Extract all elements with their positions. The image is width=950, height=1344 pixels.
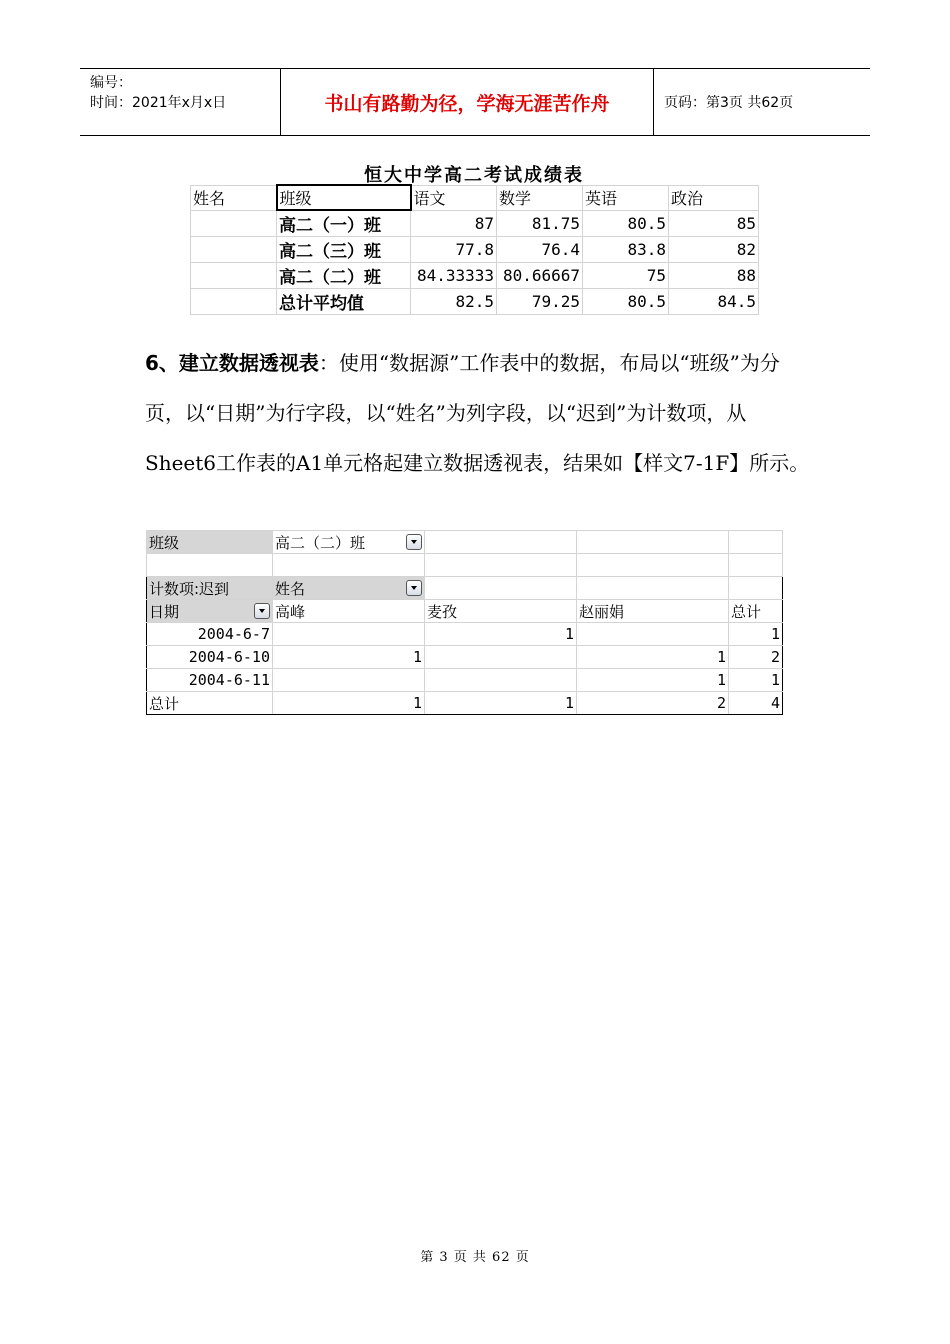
pivot-table-image [146, 530, 782, 716]
table-cell[interactable]: 82 [669, 237, 759, 263]
empty-cell [273, 554, 425, 577]
table-row [191, 210, 759, 237]
table-cell[interactable]: 总计平均值 [277, 289, 411, 315]
empty-cell [425, 577, 577, 600]
table-cell[interactable]: 1 [425, 623, 577, 646]
row-date[interactable]: 2004-6-7 [147, 623, 273, 646]
pivot-total-row [147, 692, 783, 715]
page-field-label: 班级 [147, 531, 273, 554]
page-field-value: 高二（二）班 [275, 533, 366, 552]
table-cell[interactable]: 82.5 [411, 289, 497, 315]
table-cell[interactable] [273, 669, 425, 692]
total-cell[interactable]: 2 [577, 692, 729, 715]
empty-cell [577, 531, 729, 554]
table-cell[interactable]: 84.33333 [411, 263, 497, 289]
score-table-image [190, 157, 758, 314]
table-cell[interactable]: 77.8 [411, 237, 497, 263]
header-cell[interactable]: 姓名 [191, 185, 277, 210]
count-field-label: 计数项:迟到 [147, 577, 273, 600]
table-cell[interactable]: 80.5 [583, 289, 669, 315]
row-field-cell[interactable] [147, 600, 273, 623]
column-field-cell[interactable] [273, 577, 425, 600]
table-row [147, 669, 783, 692]
table-cell[interactable]: 高二（二）班 [277, 263, 411, 289]
table-cell[interactable]: 1 [577, 646, 729, 669]
table-cell[interactable] [191, 263, 277, 289]
table-cell[interactable]: 87 [411, 210, 497, 237]
row-field-label: 日期 [149, 602, 180, 621]
header-cell[interactable]: 英语 [583, 185, 669, 210]
empty-cell [147, 554, 273, 577]
score-table-title: 恒大中学高二考试成绩表 [364, 165, 584, 186]
empty-cell [729, 577, 783, 600]
dropdown-arrow-icon[interactable] [254, 603, 270, 619]
table-cell[interactable] [191, 237, 277, 263]
table-cell[interactable]: 85 [669, 210, 759, 237]
pivot-column-header-row [147, 600, 783, 623]
table-cell[interactable] [577, 623, 729, 646]
header-cell-selected[interactable]: 班级 [277, 185, 411, 210]
total-label[interactable]: 总计 [147, 692, 273, 715]
empty-cell [729, 531, 783, 554]
table-cell[interactable]: 75 [583, 263, 669, 289]
instruction-lead: 6、建立数据透视表 [145, 351, 319, 375]
instruction-paragraph [145, 338, 810, 488]
table-cell[interactable]: 1 [729, 669, 783, 692]
total-cell[interactable]: 1 [425, 692, 577, 715]
table-row [191, 263, 759, 289]
table-cell[interactable]: 高二（三）班 [277, 237, 411, 263]
header-motto: 书山有路勤为径，学海无涯苦作舟 [281, 69, 654, 135]
table-cell[interactable]: 1 [729, 623, 783, 646]
empty-cell [577, 554, 729, 577]
page-footer: 第 3 页 共 62 页 [420, 1250, 530, 1265]
total-cell[interactable]: 4 [729, 692, 783, 715]
column-header[interactable]: 总计 [729, 600, 783, 623]
table-cell[interactable] [425, 669, 577, 692]
row-date[interactable]: 2004-6-11 [147, 669, 273, 692]
pivot-blank-row [147, 554, 783, 577]
time-label: 时间：2021年x月x日 [90, 95, 227, 111]
table-cell[interactable]: 88 [669, 263, 759, 289]
header-page-label: 页码：第3页 共62页 [664, 95, 794, 111]
table-row [191, 237, 759, 263]
total-cell[interactable]: 1 [273, 692, 425, 715]
table-cell[interactable] [425, 646, 577, 669]
empty-cell [425, 554, 577, 577]
empty-cell [577, 577, 729, 600]
code-label: 编号： [90, 75, 132, 91]
table-cell[interactable] [191, 210, 277, 237]
column-header[interactable]: 麦孜 [425, 600, 577, 623]
page-field-value-cell[interactable] [273, 531, 425, 554]
table-cell[interactable]: 76.4 [497, 237, 583, 263]
score-table [190, 184, 759, 315]
page-header [80, 68, 870, 136]
table-cell[interactable]: 80.5 [583, 210, 669, 237]
pivot-table [146, 530, 783, 715]
header-meta [80, 69, 281, 135]
empty-cell [425, 531, 577, 554]
column-field-label: 姓名 [275, 579, 306, 598]
table-cell[interactable]: 83.8 [583, 237, 669, 263]
score-header-row [191, 185, 759, 210]
table-row-average [191, 289, 759, 315]
table-cell[interactable]: 2 [729, 646, 783, 669]
table-cell[interactable]: 81.75 [497, 210, 583, 237]
table-cell[interactable]: 79.25 [497, 289, 583, 315]
pivot-field-row [147, 577, 783, 600]
pivot-page-field-row [147, 531, 783, 554]
table-row [147, 623, 783, 646]
empty-cell [729, 554, 783, 577]
table-row [147, 646, 783, 669]
table-cell[interactable] [191, 289, 277, 315]
instruction-text: ：使用“数据源”工作表中的数据，布局以“班级”为分页，以“日期”为行字段，以“姓名”为列字段，以“迟到”为计数项，从Sheet6工作表的A1单元格起建立数据透视表，结果如【样文7-1F】所示。 [145, 351, 810, 475]
dropdown-arrow-icon[interactable] [406, 534, 422, 550]
table-cell[interactable] [273, 623, 425, 646]
header-cell[interactable]: 语文 [411, 185, 497, 210]
header-cell[interactable]: 数学 [497, 185, 583, 210]
table-cell[interactable]: 高二（一）班 [277, 210, 411, 237]
table-cell[interactable]: 1 [273, 646, 425, 669]
table-cell[interactable]: 80.66667 [497, 263, 583, 289]
column-header[interactable]: 赵丽娟 [577, 600, 729, 623]
table-cell[interactable]: 84.5 [669, 289, 759, 315]
row-date[interactable]: 2004-6-10 [147, 646, 273, 669]
header-cell[interactable]: 政治 [669, 185, 759, 210]
column-header[interactable]: 高峰 [273, 600, 425, 623]
table-cell[interactable]: 1 [577, 669, 729, 692]
dropdown-arrow-icon[interactable] [406, 580, 422, 596]
